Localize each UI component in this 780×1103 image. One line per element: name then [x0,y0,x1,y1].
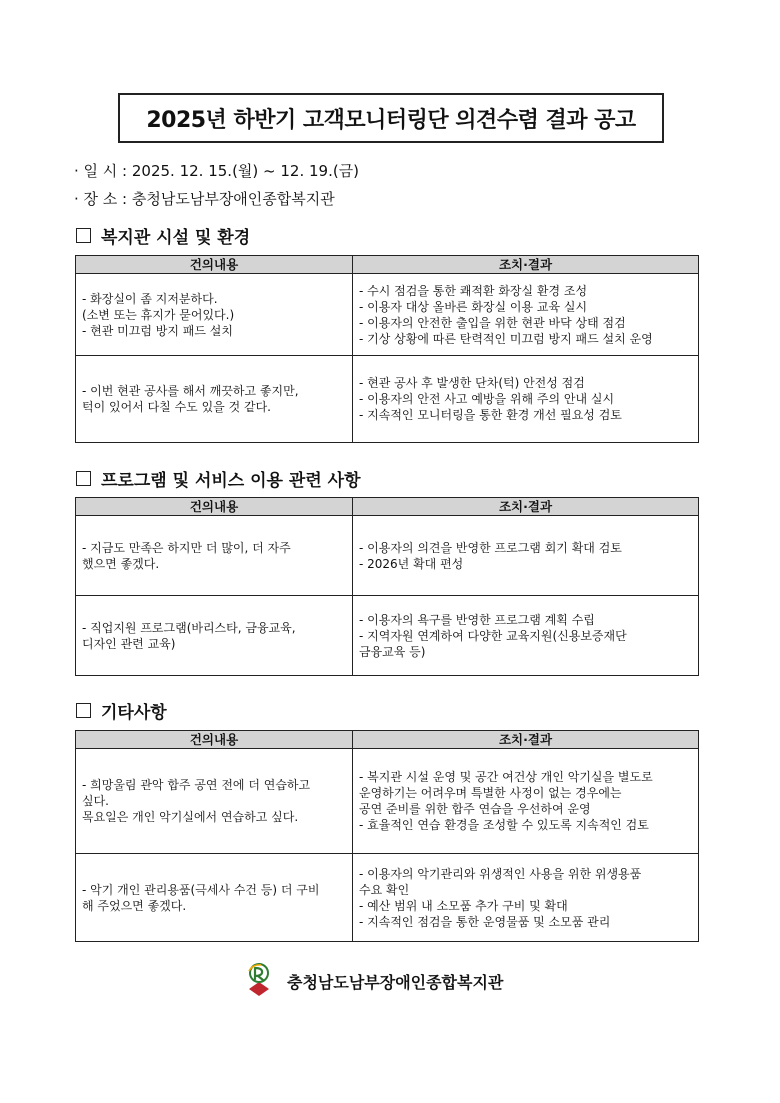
list-item: 했으면 좋겠다. [82,556,160,571]
list-item: - 현관 미끄럼 방지 패드 설치 [82,323,233,338]
list-item: 공연 준비를 위한 합주 연습을 우선하여 운영 [359,802,591,816]
list-item: - 희망울림 관악 합주 공연 전에 더 연습하고 [82,778,311,792]
list-item: (소변 또는 휴지가 묻어있다.) [82,307,235,322]
table-row [76,356,699,443]
place-value: 충청남도남부장애인종합복지관 [131,190,335,208]
list-item: - 2026년 확대 편성 [359,556,464,571]
list-item: 수요 확인 [359,882,410,897]
list-item: - 지속적인 모니터링을 통한 환경 개선 필요성 검토 [359,408,622,422]
list-item: - 예산 범위 내 소모품 추가 구비 및 확대 [359,898,568,913]
list-item: - 지속적인 점검을 통한 운영물품 및 소모품 관리 [359,914,611,929]
list-item: - 현관 공사 후 발생한 단차(턱) 안전성 점검 [359,376,585,390]
place-line [74,188,335,209]
suggestion-cell [76,274,353,356]
header-action: 조치·결과 [353,731,699,749]
checkbox-square-icon [76,703,91,718]
checkbox-square-icon [76,471,91,486]
action-cell [353,749,699,854]
date-value: 2025. 12. 15.(월) ~ 12. 19.(금) [131,162,360,180]
org-logo-icon [245,962,273,1000]
page-title: 2025년 하반기 고객모니터링단 의견수렴 결과 공고 [118,93,664,143]
list-item: - 지금도 만족은 하지만 더 많이, 더 자주 [82,540,291,555]
footer-org-name: 충청남도남부장애인종합복지관 [287,972,504,992]
section-title-facility [76,223,250,248]
section-title-etc [76,698,167,723]
list-item: - 악기 개인 관리용품(극세사 수건 등) 더 구비 [82,882,320,897]
list-item: - 직업지원 프로그램(바리스타, 금융교육, [82,620,296,635]
list-item: - 복지관 시설 운영 및 공간 여건상 개인 악기실을 별도로 [359,770,653,784]
list-item: 금융교육 등) [359,644,426,659]
section-title-program [76,466,361,491]
list-item: 싶다. [82,794,109,808]
program-table [75,497,699,676]
action-cell [353,854,699,942]
action-cell [353,516,699,596]
suggestion-cell [76,854,353,942]
section-title-text: 복지관 시설 및 환경 [101,228,251,248]
header-suggestion: 건의내용 [76,256,353,274]
header-action: 조치·결과 [353,256,699,274]
checkbox-square-icon [76,228,91,243]
list-item: - 이용자의 악기관리와 위생적인 사용을 위한 위생용품 [359,866,642,881]
action-cell [353,356,699,443]
list-item: 해 주었으면 좋겠다. [82,898,187,913]
header-suggestion: 건의내용 [76,498,353,516]
list-item: - 화장실이 좀 지저분하다. [82,291,218,306]
table-row [76,596,699,676]
table-row [76,854,699,942]
etc-table [75,730,699,942]
suggestion-cell [76,356,353,443]
list-item: 목요일은 개인 악기실에서 연습하고 싶다. [82,810,299,824]
list-item: 운영하기는 어려우며 특별한 사정이 없는 경우에는 [359,786,622,800]
suggestion-cell [76,749,353,854]
table-row [76,274,699,356]
list-item: - 지역자원 연계하여 다양한 교육지원(신용보증재단 [359,628,627,643]
list-item: - 이용자 대상 올바른 화장실 이용 교육 실시 [359,299,588,314]
list-item: - 이용자의 안전한 출입을 위한 현관 바닥 상태 점검 [359,315,626,330]
list-item: 턱이 있어서 다칠 수도 있을 것 같다. [82,400,271,414]
suggestion-cell [76,596,353,676]
action-cell [353,274,699,356]
header-suggestion: 건의내용 [76,731,353,749]
action-cell [353,596,699,676]
list-item: - 수시 점검을 통한 쾌적환 화장실 환경 조성 [359,283,588,298]
section-title-text: 기타사항 [101,703,167,723]
list-item: 디자인 관련 교육) [82,636,176,651]
section-title-text: 프로그램 및 서비스 이용 관련 사항 [101,471,361,491]
place-label: · 장 소 : [74,190,132,208]
date-label: · 일 시 : [74,162,132,180]
list-item: - 이용자의 안전 사고 예방을 위해 주의 안내 실시 [359,392,615,406]
facility-table [75,255,699,443]
table-row [76,749,699,854]
footer [245,962,503,1000]
list-item: - 이번 현관 공사를 해서 깨끗하고 좋지만, [82,384,299,398]
list-item: - 효율적인 연습 환경을 조성할 수 있도록 지속적인 검토 [359,818,649,832]
list-item: - 이용자의 의견을 반영한 프로그램 회기 확대 검토 [359,540,622,555]
date-line [74,160,359,181]
suggestion-cell [76,516,353,596]
header-action: 조치·결과 [353,498,699,516]
list-item: - 이용자의 욕구를 반영한 프로그램 계획 수립 [359,612,595,627]
table-row [76,516,699,596]
list-item: - 기상 상황에 따른 탄력적인 미끄럼 방지 패드 설치 운영 [359,331,653,346]
